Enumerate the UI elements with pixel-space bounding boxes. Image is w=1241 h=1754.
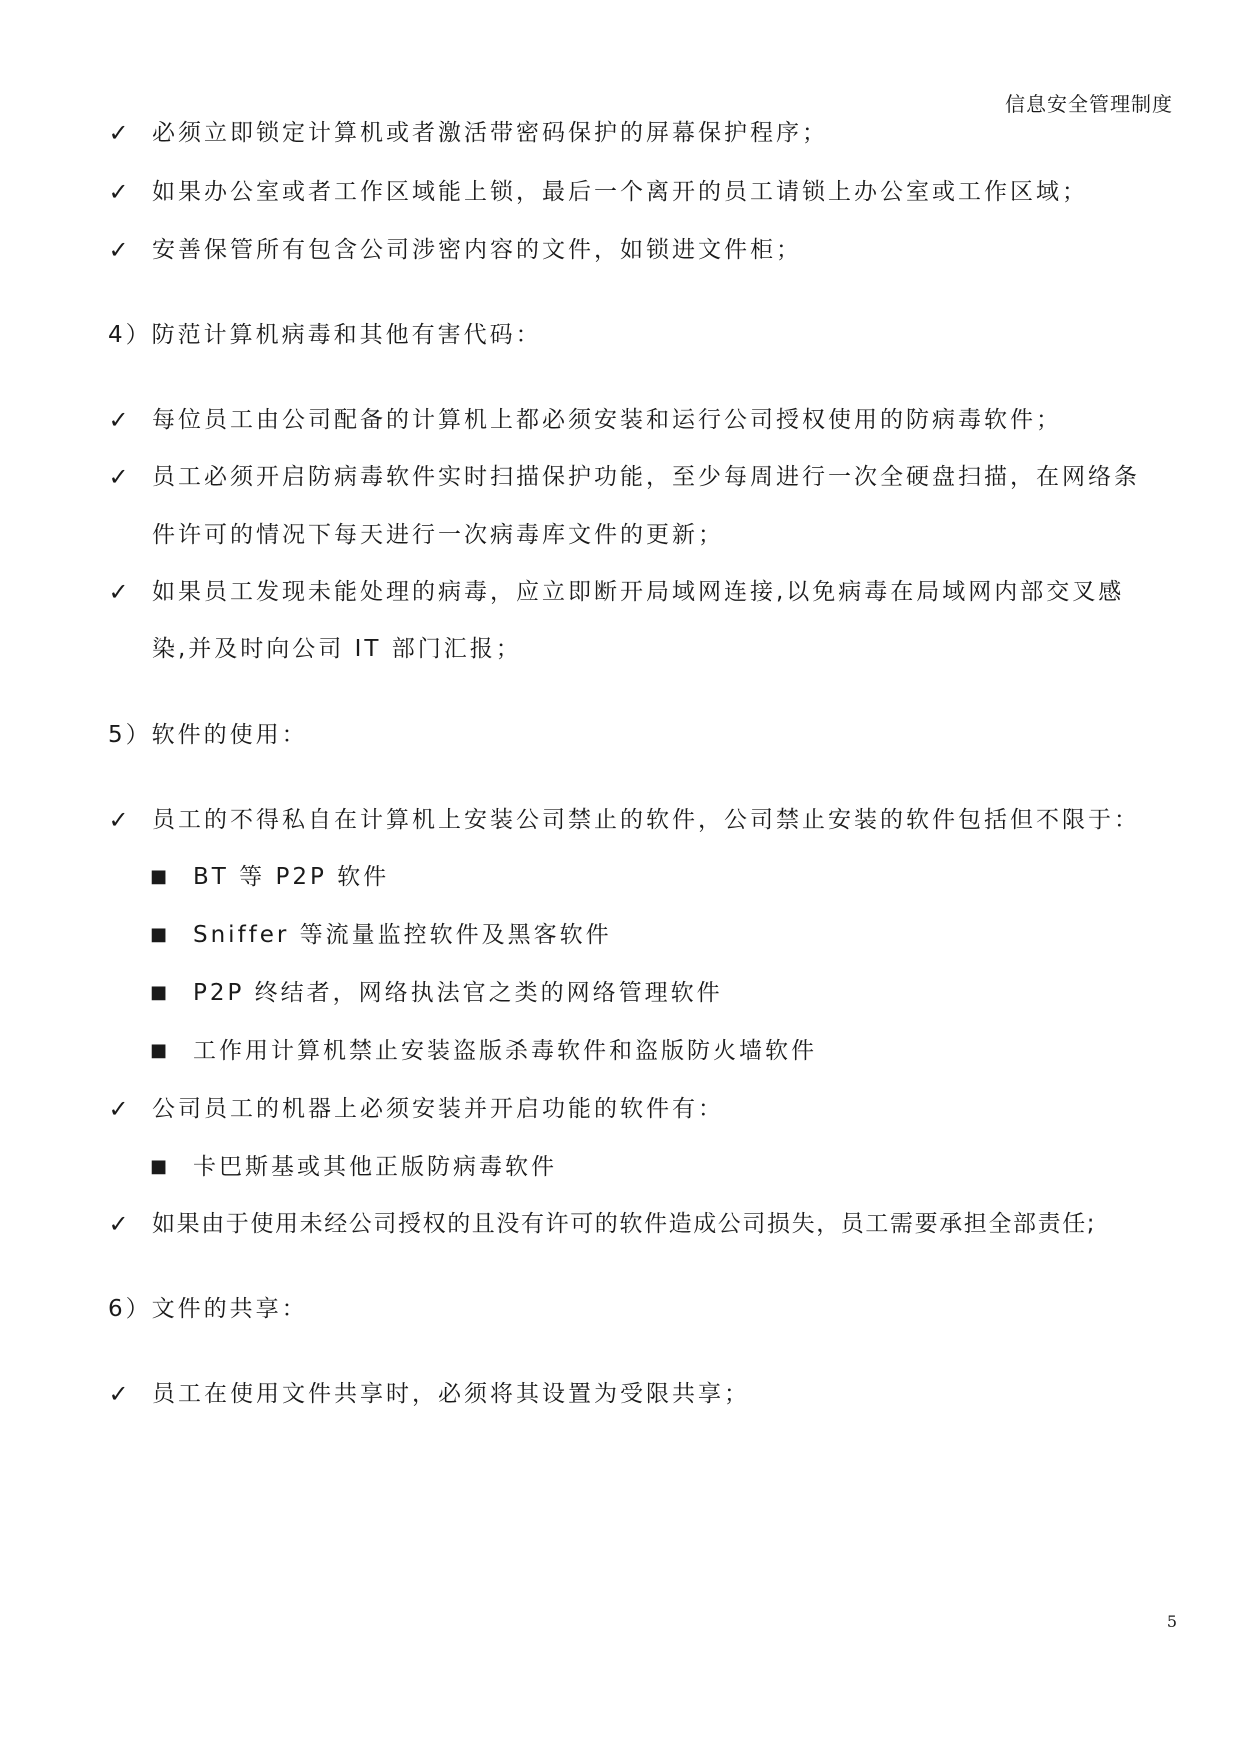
- square-bullet-icon: ■: [150, 924, 171, 945]
- list-item-text: 每位员工由公司配备的计算机上都必须安装和运行公司授权使用的防病毒软件；: [152, 407, 1062, 433]
- checkmark-icon: ✓: [108, 1210, 132, 1238]
- checkmark-icon: ✓: [108, 119, 132, 147]
- checkmark-icon: ✓: [108, 578, 132, 606]
- list-item-text: 员工必须开启防病毒软件实时扫描保护功能，至少每周进行一次全硬盘扫描，在网络条: [152, 464, 1140, 490]
- page-number: 5: [1166, 1612, 1177, 1631]
- square-bullet-icon: ■: [150, 1040, 171, 1061]
- sub-list-item-text: P2P 终结者，网络执法官之类的网络管理软件: [193, 980, 723, 1006]
- list-item-text: 如果办公室或者工作区域能上锁，最后一个离开的员工请锁上办公室或工作区域；: [152, 179, 1088, 205]
- section-heading-text: 6）文件的共享：: [108, 1296, 308, 1322]
- checkmark-icon: ✓: [108, 1095, 132, 1123]
- checkmark-icon: ✓: [108, 806, 132, 834]
- checkmark-icon: ✓: [108, 236, 132, 264]
- list-item-text: 必须立即锁定计算机或者激活带密码保护的屏幕保护程序；: [152, 120, 828, 146]
- checkmark-icon: ✓: [108, 178, 132, 206]
- checkmark-icon: ✓: [108, 406, 132, 434]
- list-item-text: 公司员工的机器上必须安装并开启功能的软件有：: [152, 1096, 724, 1122]
- list-item-text: 安善保管所有包含公司涉密内容的文件，如锁进文件柜；: [152, 237, 802, 263]
- list-item-text: 件许可的情况下每天进行一次病毒库文件的更新；: [152, 522, 724, 548]
- sub-list-item-text: 卡巴斯基或其他正版防病毒软件: [193, 1154, 557, 1180]
- checkmark-icon: ✓: [108, 1380, 132, 1408]
- header-title: 信息安全管理制度: [1005, 92, 1173, 116]
- checkmark-icon: ✓: [108, 463, 132, 491]
- list-item-text: 员工在使用文件共享时，必须将其设置为受限共享；: [152, 1381, 750, 1407]
- square-bullet-icon: ■: [150, 1156, 171, 1177]
- sub-list-item-text: 工作用计算机禁止安装盗版杀毒软件和盗版防火墙软件: [193, 1038, 817, 1064]
- sub-list-item-text: BT 等 P2P 软件: [193, 864, 390, 890]
- sub-list-item-text: Sniffer 等流量监控软件及黑客软件: [193, 922, 612, 948]
- section-heading-text: 4）防范计算机病毒和其他有害代码：: [108, 322, 542, 348]
- list-item-text: 员工的不得私自在计算机上安装公司禁止的软件，公司禁止安装的软件包括但不限于：: [152, 807, 1140, 833]
- section-heading-text: 5）软件的使用：: [108, 722, 308, 748]
- square-bullet-icon: ■: [150, 866, 171, 887]
- square-bullet-icon: ■: [150, 982, 171, 1003]
- list-item-text: 如果由于使用未经公司授权的且没有许可的软件造成公司损失，员工需要承担全部责任;: [152, 1211, 1097, 1237]
- list-item-text: 如果员工发现未能处理的病毒，应立即断开局域网连接,以免病毒在局域网内部交叉感: [152, 579, 1125, 605]
- list-item-text: 染,并及时向公司 IT 部门汇报；: [152, 636, 522, 662]
